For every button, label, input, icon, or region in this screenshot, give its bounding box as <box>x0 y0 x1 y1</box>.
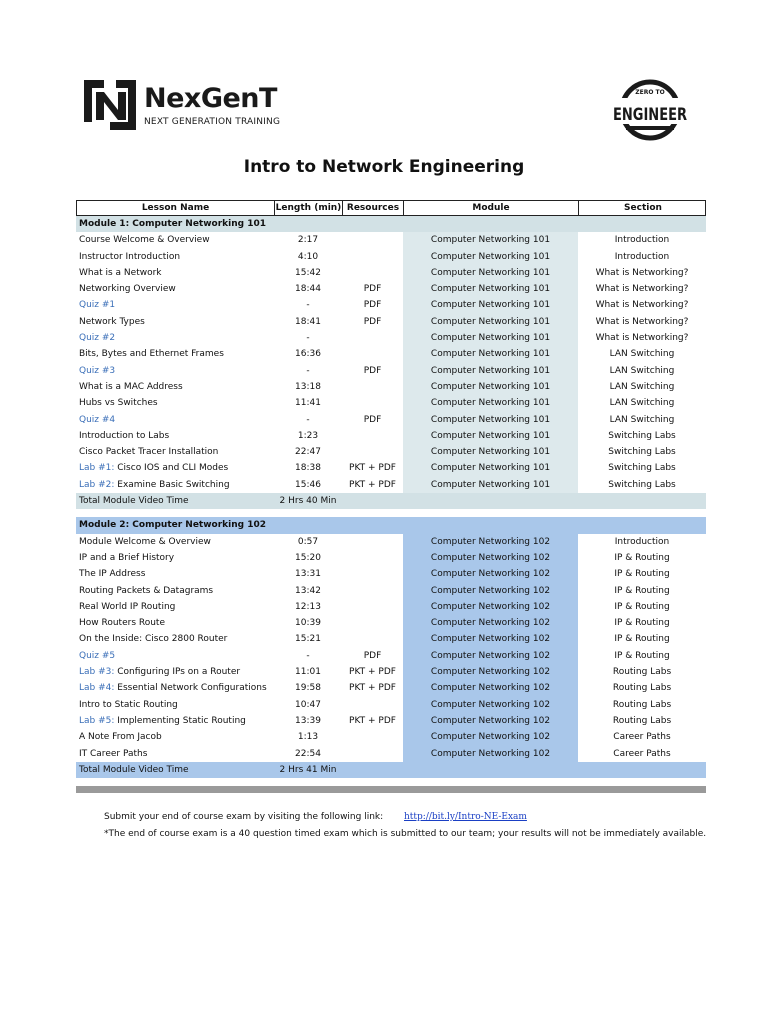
lesson-length: 10:47 <box>295 699 321 710</box>
lesson-module: Computer Networking 102 <box>403 713 578 729</box>
lesson-name: Cisco Packet Tracer Installation <box>79 447 219 458</box>
lesson-section: IP & Routing <box>614 650 670 661</box>
lesson-resources: PDF <box>363 284 382 295</box>
lesson-section: IP & Routing <box>614 618 670 629</box>
table-row <box>76 664 706 680</box>
table-row <box>76 583 706 599</box>
module-1-rows <box>76 232 706 493</box>
lesson-length: - <box>306 333 310 344</box>
lesson-length: - <box>306 650 310 661</box>
table-row <box>76 265 706 281</box>
lesson-prefix-link[interactable]: Lab #5: <box>79 715 115 726</box>
total-value: 2 Hrs 40 Min <box>279 496 337 507</box>
lesson-section: Introduction <box>614 235 670 246</box>
lesson-name-cell <box>76 729 274 745</box>
lesson-module: Computer Networking 102 <box>403 680 578 696</box>
lesson-length: 15:42 <box>295 267 321 278</box>
lesson-section: LAN Switching <box>609 398 675 409</box>
lesson-length: 12:13 <box>295 601 321 612</box>
lesson-module: Computer Networking 102 <box>403 583 578 599</box>
table-row <box>76 648 706 664</box>
lesson-length: 18:44 <box>295 284 321 295</box>
lesson-module: Computer Networking 101 <box>403 297 578 313</box>
lesson-name: What is a MAC Address <box>79 381 183 392</box>
lesson-name-cell <box>76 550 274 566</box>
lesson-module: Computer Networking 101 <box>403 330 578 346</box>
lesson-prefix-link[interactable]: Lab #2: <box>79 479 115 490</box>
table-header <box>76 200 706 216</box>
lesson-module: Computer Networking 101 <box>403 265 578 281</box>
lesson-resources <box>342 330 403 346</box>
nexgent-logo <box>82 78 292 134</box>
table-row <box>76 460 706 476</box>
module-heading: Module 2: Computer Networking 102 <box>79 520 267 531</box>
lesson-length: 1:13 <box>297 732 319 743</box>
lesson-name-cell <box>76 363 274 379</box>
lesson-resources: PKT + PDF <box>349 683 396 694</box>
lesson-resources <box>342 566 403 582</box>
table-row <box>76 232 706 248</box>
lesson-name-cell <box>76 631 274 647</box>
lesson-prefix-link[interactable]: Lab #4: <box>79 683 115 694</box>
lesson-resources <box>342 583 403 599</box>
brand-tagline: NEXT GENERATION TRAINING <box>144 117 281 127</box>
lesson-resources <box>342 232 403 248</box>
document-title: Intro to Network Engineering <box>243 157 525 177</box>
lesson-module: Computer Networking 101 <box>403 428 578 444</box>
table-row <box>76 281 706 297</box>
lesson-length: 22:47 <box>295 447 321 458</box>
lesson-section: Routing Labs <box>612 667 672 678</box>
lesson-length: 18:38 <box>295 463 321 474</box>
lesson-section: Career Paths <box>613 748 671 759</box>
table-row <box>76 680 706 696</box>
nexgent-logo-mark-icon <box>82 78 138 132</box>
lesson-resources <box>342 599 403 615</box>
lesson-module: Computer Networking 102 <box>403 534 578 550</box>
badge-main-text: ENGINEER <box>613 105 687 125</box>
lesson-section: What is Networking? <box>595 333 689 344</box>
lesson-section: IP & Routing <box>614 634 670 645</box>
lesson-name-cell <box>76 249 274 265</box>
table-row <box>76 363 706 379</box>
lesson-name-cell <box>76 330 274 346</box>
lesson-module: Computer Networking 102 <box>403 664 578 680</box>
lesson-length: 19:58 <box>295 683 321 694</box>
lesson-length: 4:10 <box>297 251 319 262</box>
lesson-section: Career Paths <box>613 732 671 743</box>
lesson-resources <box>342 265 403 281</box>
lesson-name-cell <box>76 566 274 582</box>
lesson-resources <box>342 631 403 647</box>
lesson-name: The IP Address <box>79 569 146 580</box>
table-row <box>76 566 706 582</box>
lesson-module: Computer Networking 101 <box>403 395 578 411</box>
module-total-row <box>76 762 706 778</box>
lesson-resources <box>342 395 403 411</box>
lesson-name-cell <box>76 477 274 493</box>
lesson-table <box>76 200 706 778</box>
lesson-section: Switching Labs <box>608 447 676 458</box>
lesson-length: 16:36 <box>295 349 321 360</box>
lesson-section: Routing Labs <box>612 683 672 694</box>
lesson-module: Computer Networking 101 <box>403 379 578 395</box>
lesson-name-cell <box>76 534 274 550</box>
lesson-length: 13:18 <box>295 381 321 392</box>
lesson-section: What is Networking? <box>595 316 689 327</box>
lesson-length: 2:17 <box>297 235 319 246</box>
lesson-length: 11:41 <box>295 398 321 409</box>
lesson-section: IP & Routing <box>614 552 670 563</box>
lesson-length: 15:21 <box>295 634 321 645</box>
lesson-module: Computer Networking 101 <box>403 346 578 362</box>
lesson-module: Computer Networking 101 <box>403 412 578 428</box>
lesson-resources <box>342 697 403 713</box>
lesson-resources <box>342 534 403 550</box>
lesson-name-cell <box>76 346 274 362</box>
lesson-name: Examine Basic Switching <box>114 479 230 490</box>
lesson-prefix-link[interactable]: Quiz #2 <box>79 333 116 344</box>
lesson-name: IT Career Paths <box>79 748 148 759</box>
lesson-section: What is Networking? <box>595 267 689 278</box>
lesson-length: 18:41 <box>295 316 321 327</box>
lesson-name: Introduction to Labs <box>79 430 170 441</box>
lesson-name-cell <box>76 599 274 615</box>
lesson-name-cell <box>76 232 274 248</box>
lesson-resources <box>342 615 403 631</box>
lesson-resources <box>342 346 403 362</box>
module-heading-row <box>76 216 706 232</box>
brand-name: NexGenT <box>144 83 277 114</box>
lesson-section: What is Networking? <box>595 300 689 311</box>
lesson-module: Computer Networking 101 <box>403 477 578 493</box>
total-value: 2 Hrs 41 Min <box>279 764 337 775</box>
lesson-name: Essential Network Configurations <box>114 683 267 694</box>
module-spacer <box>76 509 706 517</box>
lesson-resources: PDF <box>363 414 382 425</box>
module-heading: Module 1: Computer Networking 101 <box>79 219 267 229</box>
lesson-length: 13:31 <box>295 569 321 580</box>
lesson-module: Computer Networking 102 <box>403 746 578 762</box>
lesson-module: Computer Networking 102 <box>403 631 578 647</box>
lesson-name: IP and a Brief History <box>79 552 175 563</box>
table-row <box>76 297 706 313</box>
lesson-length: 1:23 <box>297 430 319 441</box>
table-row <box>76 697 706 713</box>
lesson-name: Intro to Static Routing <box>79 699 178 710</box>
lesson-module: Computer Networking 102 <box>403 566 578 582</box>
lesson-name-cell <box>76 379 274 395</box>
lesson-prefix-link[interactable]: Quiz #1 <box>79 300 116 311</box>
lesson-name-cell <box>76 297 274 313</box>
lesson-name: Bits, Bytes and Ethernet Frames <box>79 349 224 360</box>
table-row <box>76 477 706 493</box>
lesson-name: A Note From Jacob <box>79 732 162 743</box>
total-label: Total Module Video Time <box>79 496 189 507</box>
table-row <box>76 428 706 444</box>
module-total-row <box>76 493 706 509</box>
lesson-resources: PKT + PDF <box>349 715 396 726</box>
table-row <box>76 249 706 265</box>
lesson-module: Computer Networking 102 <box>403 599 578 615</box>
table-row <box>76 713 706 729</box>
lesson-name: Real World IP Routing <box>79 601 176 612</box>
lesson-resources: PKT + PDF <box>349 667 396 678</box>
lesson-resources <box>342 444 403 460</box>
lesson-module: Computer Networking 102 <box>403 648 578 664</box>
lesson-prefix-link[interactable]: Lab #1: <box>79 463 115 474</box>
exam-note: *The end of course exam is a 40 question timed exam which is submitted to our team; your results will not be immediately available. <box>104 829 707 839</box>
table-bottom-bar <box>76 786 706 793</box>
table-row <box>76 615 706 631</box>
lesson-length: 10:39 <box>295 618 321 629</box>
lesson-name-cell <box>76 697 274 713</box>
exam-link[interactable]: http://bit.ly/Intro-NE-Exam <box>404 812 527 822</box>
lesson-name: Networking Overview <box>79 284 176 295</box>
lesson-length: 15:20 <box>295 552 321 563</box>
table-row <box>76 346 706 362</box>
lesson-name-cell <box>76 746 274 762</box>
table-row <box>76 550 706 566</box>
table-row <box>76 631 706 647</box>
lesson-module: Computer Networking 101 <box>403 249 578 265</box>
module-2-rows <box>76 534 706 762</box>
lesson-name-cell <box>76 412 274 428</box>
lesson-module: Computer Networking 102 <box>403 697 578 713</box>
lesson-name: Course Welcome & Overview <box>79 235 210 246</box>
lesson-section: IP & Routing <box>614 585 670 596</box>
lesson-section: LAN Switching <box>609 365 675 376</box>
lesson-name-cell <box>76 713 274 729</box>
lesson-module: Computer Networking 101 <box>403 314 578 330</box>
col-lesson-name: Lesson Name <box>77 201 275 215</box>
lesson-name-cell <box>76 460 274 476</box>
lesson-name: Routing Packets & Datagrams <box>79 585 214 596</box>
lesson-name-cell <box>76 395 274 411</box>
lesson-name: Instructor Introduction <box>79 251 181 262</box>
lesson-name: What is a Network <box>79 267 162 278</box>
lesson-module: Computer Networking 101 <box>403 363 578 379</box>
lesson-length: - <box>306 365 310 376</box>
lesson-name: Cisco IOS and CLI Modes <box>114 463 229 474</box>
lesson-module: Computer Networking 102 <box>403 729 578 745</box>
table-row <box>76 599 706 615</box>
lesson-length: 15:46 <box>295 479 321 490</box>
lesson-length: 13:39 <box>295 715 321 726</box>
badge-top-text: ZERO TO <box>635 89 665 96</box>
col-section: Section <box>624 203 662 213</box>
lesson-length: - <box>306 300 310 311</box>
lesson-resources <box>342 428 403 444</box>
lesson-resources <box>342 550 403 566</box>
table-row <box>76 534 706 550</box>
lesson-module: Computer Networking 101 <box>403 444 578 460</box>
lesson-name-cell <box>76 583 274 599</box>
lesson-name-cell <box>76 444 274 460</box>
lesson-section: IP & Routing <box>614 569 670 580</box>
lesson-module: Computer Networking 101 <box>403 232 578 248</box>
lesson-prefix-link[interactable]: Lab #3: <box>79 667 115 678</box>
lesson-section: LAN Switching <box>609 414 675 425</box>
lesson-prefix-link[interactable]: Quiz #5 <box>79 650 116 661</box>
total-label: Total Module Video Time <box>79 764 189 775</box>
lesson-length: - <box>306 414 310 425</box>
lesson-module: Computer Networking 102 <box>403 550 578 566</box>
lesson-resources <box>342 249 403 265</box>
lesson-resources: PKT + PDF <box>349 463 396 474</box>
col-length: Length (min) <box>275 203 342 213</box>
lesson-resources: PDF <box>363 316 382 327</box>
col-module: Module <box>404 201 579 215</box>
lesson-length: 22:54 <box>295 748 321 759</box>
table-row <box>76 746 706 762</box>
lesson-resources <box>342 746 403 762</box>
lesson-name-cell <box>76 664 274 680</box>
lesson-length: 11:01 <box>295 667 321 678</box>
col-resources: Resources <box>343 201 404 215</box>
lesson-section: Introduction <box>614 251 670 262</box>
lesson-name: Module Welcome & Overview <box>79 536 211 547</box>
lesson-resources: PDF <box>363 650 382 661</box>
lesson-section: Switching Labs <box>608 463 676 474</box>
lesson-resources <box>342 729 403 745</box>
lesson-name: How Routers Route <box>79 618 165 629</box>
lesson-length: 0:57 <box>297 536 319 547</box>
table-row <box>76 729 706 745</box>
lesson-name-cell <box>76 680 274 696</box>
lesson-module: Computer Networking 101 <box>403 281 578 297</box>
lesson-section: LAN Switching <box>609 349 675 360</box>
lesson-name: Network Types <box>79 316 145 327</box>
table-row <box>76 330 706 346</box>
table-row <box>76 395 706 411</box>
lesson-name-cell <box>76 281 274 297</box>
lesson-length: 13:42 <box>295 585 321 596</box>
table-row <box>76 314 706 330</box>
lesson-name: Configuring IPs on a Router <box>114 667 241 678</box>
module-heading-row <box>76 517 706 533</box>
zero-to-engineer-badge-icon <box>608 80 692 142</box>
submit-instruction: Submit your end of course exam by visiting the following link: <box>104 812 384 822</box>
lesson-section: Routing Labs <box>612 699 672 710</box>
lesson-name-cell <box>76 265 274 281</box>
table-row <box>76 412 706 428</box>
lesson-name: On the Inside: Cisco 2800 Router <box>79 634 228 645</box>
lesson-name: Hubs vs Switches <box>79 398 158 409</box>
lesson-name-cell <box>76 314 274 330</box>
table-row <box>76 444 706 460</box>
lesson-module: Computer Networking 101 <box>403 460 578 476</box>
lesson-name-cell <box>76 428 274 444</box>
table-row <box>76 379 706 395</box>
lesson-prefix-link[interactable]: Quiz #3 <box>79 365 116 376</box>
lesson-prefix-link[interactable]: Quiz #4 <box>79 414 116 425</box>
lesson-section: Introduction <box>614 536 670 547</box>
lesson-resources: PKT + PDF <box>349 479 396 490</box>
lesson-name-cell <box>76 648 274 664</box>
lesson-section: What is Networking? <box>595 284 689 295</box>
lesson-section: Routing Labs <box>612 715 672 726</box>
lesson-module: Computer Networking 102 <box>403 615 578 631</box>
lesson-section: Switching Labs <box>608 430 676 441</box>
lesson-section: LAN Switching <box>609 381 675 392</box>
lesson-section: IP & Routing <box>614 601 670 612</box>
lesson-name: Implementing Static Routing <box>114 715 246 726</box>
lesson-section: Switching Labs <box>608 479 676 490</box>
lesson-resources: PDF <box>363 300 382 311</box>
lesson-resources: PDF <box>363 365 382 376</box>
lesson-name-cell <box>76 615 274 631</box>
lesson-resources <box>342 379 403 395</box>
